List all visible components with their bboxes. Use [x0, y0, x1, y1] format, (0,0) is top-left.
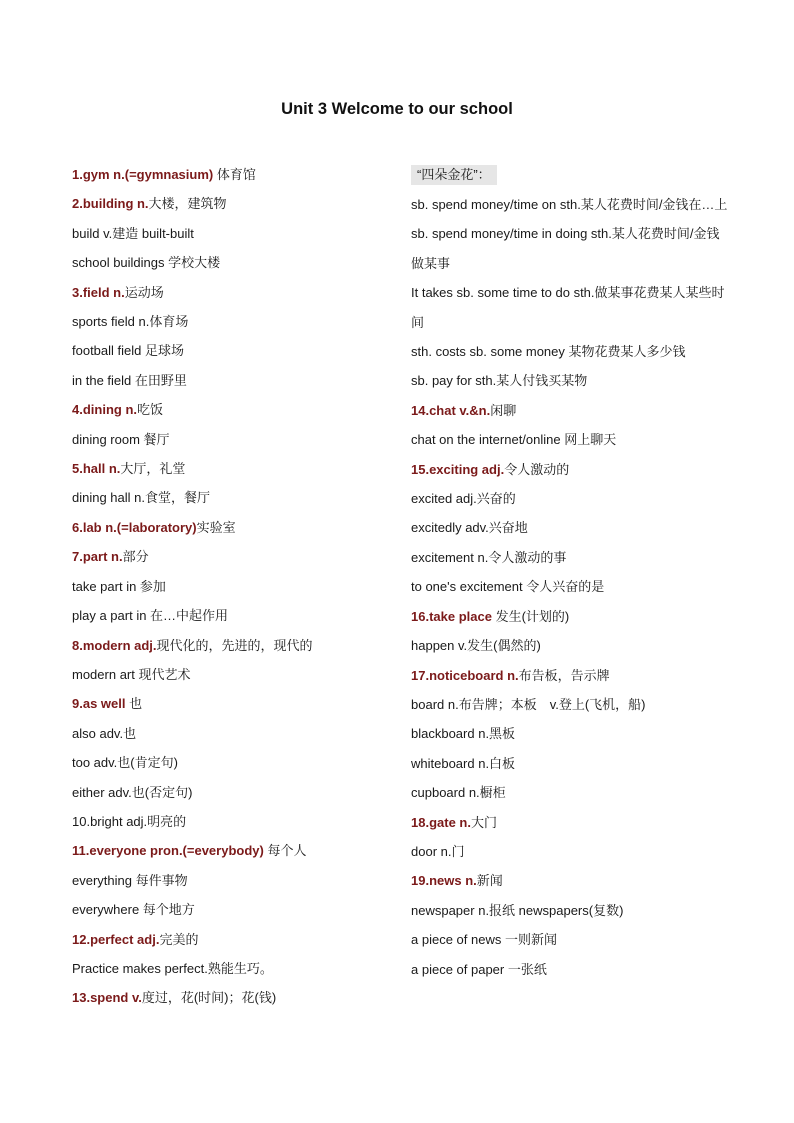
vocab-text: door n.门 [411, 843, 465, 859]
vocab-text: in the field 在田野里 [72, 372, 187, 388]
vocab-text: 大门 [470, 814, 497, 830]
vocab-text: sth. costs sb. some money 某物花费某人多少钱 [411, 344, 686, 360]
vocab-line [411, 925, 729, 954]
left-column [72, 160, 392, 1013]
vocab-entry [72, 689, 392, 718]
vocab-text: 每个人 [263, 843, 307, 859]
vocab-line [72, 866, 392, 895]
vocab-line [72, 601, 392, 630]
vocab-headword: 4.dining n. [72, 402, 137, 418]
vocab-entry [72, 925, 392, 954]
vocab-line [411, 719, 729, 748]
vocab-line [72, 954, 392, 983]
vocab-headword: 19.news n. [411, 873, 477, 889]
vocab-text: board n.布告牌；本板 v.登上(飞机，船) [411, 696, 646, 712]
vocab-text: cupboard n.橱柜 [411, 785, 506, 801]
vocab-headword: 18.gate n. [411, 814, 471, 830]
vocab-text: whiteboard n.白板 [411, 755, 516, 771]
vocab-headword: 5.hall n. [72, 461, 121, 477]
vocab-line [411, 837, 729, 866]
vocab-text: a piece of news 一则新闻 [411, 932, 557, 948]
vocab-line [411, 543, 729, 572]
vocab-text: blackboard n.黑板 [411, 726, 516, 742]
vocab-text: excitedly adv.兴奋地 [411, 520, 528, 536]
vocab-text: sports field n.体育场 [72, 314, 189, 330]
vocab-text: everywhere 每个地方 [72, 902, 195, 918]
section-tag: “四朵金花”： [411, 165, 497, 185]
vocab-headword: 7.part n. [72, 549, 123, 565]
vocab-text: modern art 现代艺术 [72, 666, 191, 682]
vocab-line [72, 778, 392, 807]
vocab-line [411, 778, 729, 807]
vocab-entry [72, 160, 392, 189]
vocab-text: 10.bright adj.明亮的 [72, 813, 187, 829]
vocab-text: 令人激动的 [504, 461, 570, 477]
vocab-line [411, 690, 729, 719]
vocab-headword: 9.as well [72, 696, 126, 712]
vocab-line [72, 807, 392, 836]
vocab-text: 也 [125, 696, 143, 712]
vocab-text: 闲聊 [490, 402, 517, 418]
vocab-line [411, 955, 729, 984]
vocab-text: 部分 [122, 549, 149, 565]
vocab-line [72, 366, 392, 395]
vocab-text: It takes sb. some time to do sth.做某事花费某人某些时间 [411, 285, 725, 330]
vocab-line [72, 719, 392, 748]
vocab-line [411, 631, 729, 660]
vocab-headword: 11.everyone pron.(=everybody) [72, 843, 264, 859]
vocab-text: build v.建造 built-built [72, 225, 194, 241]
vocab-text: either adv.也(否定句) [72, 784, 193, 800]
vocab-text: newspaper n.报纸 newspapers(复数) [411, 902, 624, 918]
vocab-line [72, 748, 392, 777]
vocab-text: football field 足球场 [72, 343, 184, 359]
vocab-entry [72, 542, 392, 571]
vocab-line [72, 307, 392, 336]
vocab-text: everything 每件事物 [72, 872, 188, 888]
vocab-line [72, 219, 392, 248]
vocab-line [72, 248, 392, 277]
vocab-text: happen v.发生(偶然的) [411, 638, 541, 654]
vocab-text: excited adj.兴奋的 [411, 491, 516, 507]
vocab-entry [411, 661, 729, 690]
vocab-headword: 8.modern adj. [72, 637, 157, 653]
vocab-line [411, 572, 729, 601]
vocab-entry [411, 602, 729, 631]
vocab-text: to one's excitement 令人兴奋的是 [411, 579, 605, 595]
vocab-entry [72, 631, 392, 660]
vocab-text: 实验室 [196, 519, 236, 535]
vocab-text: 现代化的，先进的，现代的 [156, 637, 313, 653]
vocab-text: dining hall n.食堂，餐厅 [72, 490, 210, 506]
vocab-line [72, 895, 392, 924]
vocab-entry [72, 278, 392, 307]
vocab-entry [72, 513, 392, 542]
vocab-entry [411, 866, 729, 895]
vocab-text: 布告板，告示牌 [518, 667, 610, 683]
vocab-headword: 12.perfect adj. [72, 931, 160, 947]
vocab-line [411, 278, 729, 337]
vocab-line [411, 366, 729, 395]
vocab-text: a piece of paper 一张纸 [411, 961, 547, 977]
vocab-headword: 17.noticeboard n. [411, 667, 519, 683]
vocab-headword: 3.field n. [72, 284, 125, 300]
vocab-line [411, 337, 729, 366]
vocab-text: sb. pay for sth.某人付钱买某物 [411, 373, 588, 389]
vocab-entry [411, 808, 729, 837]
vocab-text: 完美的 [159, 931, 199, 947]
vocab-line [411, 484, 729, 513]
vocab-text: chat on the internet/online 网上聊天 [411, 432, 617, 448]
right-column [411, 160, 729, 984]
vocab-entry [72, 395, 392, 424]
vocab-line [411, 219, 729, 278]
vocab-text: play a part in 在…中起作用 [72, 608, 229, 624]
vocab-text: sb. spend money/time on sth.某人花费时间/金钱在…上 [411, 197, 728, 212]
vocab-text: too adv.也(肯定句) [72, 755, 178, 771]
vocab-line [411, 749, 729, 778]
vocab-headword: 16.take place [411, 608, 492, 624]
vocab-headword: 1.gym n.(=gymnasium) [72, 167, 214, 182]
vocab-text: 新闻 [476, 873, 503, 889]
vocab-text: sb. spend money/time in doing sth.某人花费时间/金钱做某事 [411, 226, 720, 271]
vocab-line [72, 483, 392, 512]
vocab-line [411, 513, 729, 542]
vocab-text: 发生(计划的) [491, 608, 570, 624]
vocab-text: 体育馆 [213, 167, 256, 182]
vocab-line [411, 190, 729, 219]
vocab-line [411, 425, 729, 454]
vocab-line [72, 660, 392, 689]
vocab-text: excitement n.令人激动的事 [411, 549, 567, 565]
vocab-entry [72, 983, 392, 1012]
vocab-line [72, 425, 392, 454]
vocab-headword: 15.exciting adj. [411, 461, 505, 477]
vocab-text: 度过，花(时间)；花(钱) [141, 990, 277, 1006]
vocab-text: 大楼，建筑物 [148, 196, 227, 212]
page-title: Unit 3 Welcome to our school [281, 100, 513, 118]
vocab-entry [72, 836, 392, 865]
vocab-text: also adv.也 [72, 725, 137, 741]
vocab-entry [72, 189, 392, 218]
vocab-text: Practice makes perfect.熟能生巧。 [72, 960, 273, 976]
vocab-text: take part in 参加 [72, 578, 166, 594]
vocab-text: dining room 餐厅 [72, 431, 170, 447]
vocab-headword: 2.building n. [72, 196, 149, 212]
vocab-line [72, 336, 392, 365]
vocab-text: 吃饭 [137, 402, 164, 418]
vocab-text: 大厅，礼堂 [120, 461, 186, 477]
vocab-headword: 14.chat v.&n. [411, 402, 491, 418]
vocab-text: 运动场 [124, 284, 164, 300]
vocab-headword: 6.lab n.(=laboratory) [72, 519, 197, 535]
vocab-headword: 13.spend v. [72, 990, 142, 1006]
vocab-entry [411, 455, 729, 484]
vocab-entry [411, 396, 729, 425]
vocab-line [72, 572, 392, 601]
vocab-line [411, 896, 729, 925]
vocab-entry [72, 454, 392, 483]
vocab-text: school buildings 学校大楼 [72, 255, 221, 271]
